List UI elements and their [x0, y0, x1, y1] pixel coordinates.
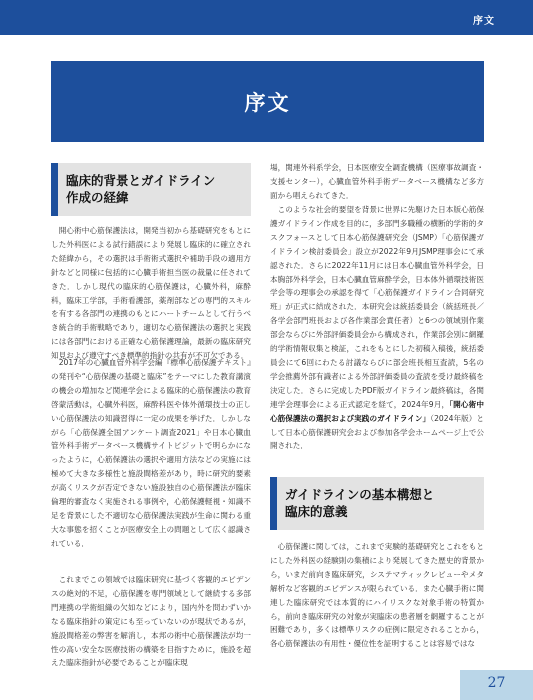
guideline-title: 「開心術中心筋保護法の選択および実践のガイドライン」: [270, 399, 484, 423]
section-label: 序文: [473, 16, 495, 27]
heading-line: 作成の経緯: [66, 190, 129, 205]
right-paragraph-1: [270, 203, 484, 453]
paragraph-text: （2024年版）として日本心筋保護研究会および参加各学会ホームページ上で公開された．: [270, 413, 484, 451]
page-number: 27: [487, 675, 506, 691]
heading-line: ガイドラインの基本構想と: [285, 487, 435, 502]
paragraph-text: このような社会的要望を背景に世界に先駆けた日本版心筋保護ガイドライン作成を目的に，多部門多職種の横断的学術的タスクフォースとして日本心筋保護研究会（JSMP）「心筋保護ガイドライン検討委員会」設立が2022年9月JSMP理事会にて承認された．さらに2022年11月には日本心臓血管外科学会，日本胸部外科学会，日本心臓血管麻酔学会，日本体外循環技術医学会等の理事会の承認を得て「心筋保護ガイドライン合同研究班」が正式に結成された．本研究会は統括委員会（統括班長／各学会部門班長および各作業部会責任者）と6つの領域別作業部会ならびに外部評価委員会から構成され，作業部会別に網羅的学術情報収集と検証，これをもとにした初稿入稿後，統括委員会にて6回にわたる討議ならびに部会班長相互査読，5名の学会推薦外部有識者による外部評価委員の査読を受け最終稿を決定した．さらに完成したPDF版ガイドライン最終稿は，各関連学会理事会による正式認定を経て，2024年9月，: [270, 205, 484, 409]
left-paragraph-3: これまでこの領域では臨床研究に基づく客観的エビデンスの絶対的不足，心筋保護を専門領域として継続する多部門連携の学術組織の欠如などにより，国内外を問わずいかなる臨床指針の策定にも至っていないのが現状であるが，施設間格差の弊害を解消し，本邦の術中心筋保護法が均一性の高い安全な医療技術の構築を目指すために，施設を超えた臨床指針が必要であることが臨床現: [51, 575, 251, 668]
section-heading-guideline-concept: [270, 477, 484, 530]
header-band: [0, 0, 533, 35]
page-title: 序文: [244, 91, 291, 115]
right-paragraph-2: 心筋保護に関しては，これまで実験的基礎研究とこれをもとにした外科医の経験則の集積により発展してきた歴史的背景から，いまだ前向き臨床研究，システマティックレビューやメタ解析など客観的エビデンスが限られている．また心臓手術に関連した臨床研究では本質的にハイリスクな対象手術の特質から，前向き臨床研究の対象が実臨床の患者層を網羅することが困難であり，多くは標準リスクの症例に限定されることから，各心筋保護法の有用性・優位性を証明することは容易ではな: [270, 542, 484, 649]
left-paragraph-1: 開心術中心筋保護法は，開発当初から基礎研究をもとにした外科医による試行錯誤により発展し臨床的に確立された経緯から，その選択は手術術式選択や補助手段の適用方針などと同様に包括的に心臓手術担当医の裁量に任されてきた．しかし現代の臨床的心筋保護は，心臓外科，麻酔科，臨床工学部，手術看護部，薬剤部などの専門的スキルを有する各部門の連携のもとにハートチームとして行うべき統合的手術戦略であり，適切な心筋保護法の選択と実践には各部門における正確な心筋保護理論，最新の臨床研究知見および遵守すべき標準的指針の共有が不可欠である．: [51, 226, 251, 361]
right-paragraph-0: 場，関連外科系学会，日本医療安全調査機構（医療事故調査・支援センター），心臓血管外科手術データベース機構など多方面から唱えられてきた．: [270, 163, 484, 200]
page-number-box: [460, 670, 533, 700]
title-banner: [51, 61, 484, 142]
heading-line: 臨床的背景とガイドライン: [66, 173, 216, 188]
heading-line: 臨床的意義: [285, 504, 348, 519]
left-paragraph-2: 2017年の心臓血管外科学会編『標準心筋保護テキスト』の発刊や“心筋保護の基礎と臨床”をテーマにした教育講演の機会の増加など関連学会による臨床的心筋保護法の教育啓蒙活動は，心臓外科医，麻酔科医や体外循環技士の正しい心筋保護法の知識習得に一定の成果を挙げた．しかしながら「心筋保護全国アンケート調査2021」や日本心臓血管外科手術データベース機構サイトビジットで明らかになったように，心筋保護法の選択や適用方法などの実施には極めて大きな多様性と施設間格差があり，時に研究的要素が高くリスクが否定できない施設独自の心筋保護法が臨床倫理的審査なく実施される事例や，心筋保護軽視・知識不足を背景にした不適切な心筋保護法実践が生命に関わる重大な事態を招くことが医療安全上の問題として広く認識されている．: [51, 358, 251, 548]
section-heading-clinical-background: [51, 163, 251, 216]
